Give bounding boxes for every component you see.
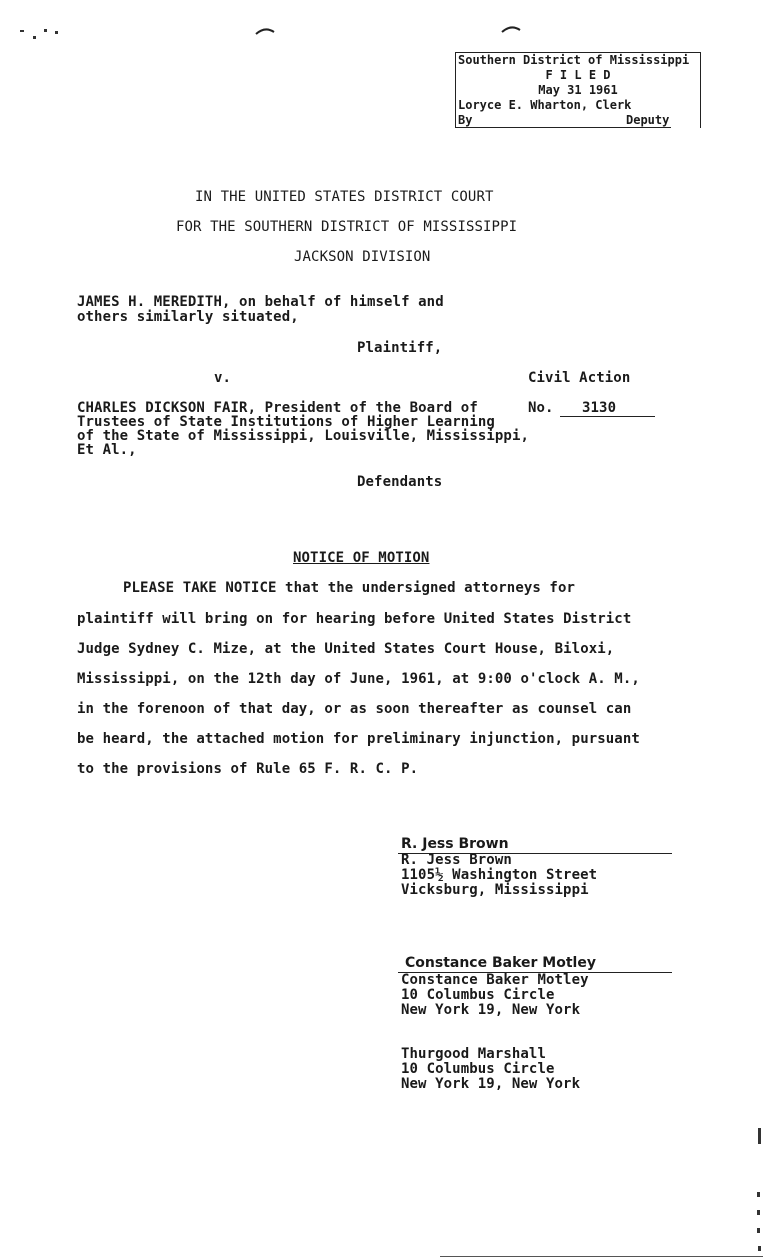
punch-hole-mark xyxy=(254,26,276,36)
notice-line: plaintiff will bring on for hearing before United States District xyxy=(77,611,632,627)
scan-mark xyxy=(757,1210,760,1215)
notice-line: Judge Sydney C. Mize, at the United States Court House, Biloxi, xyxy=(77,641,615,657)
notice-line: Mississippi, on the 12th day of June, 1961, at 9:00 o'clock A. M., xyxy=(77,671,640,687)
scan-mark xyxy=(757,1192,760,1197)
punch-hole-mark xyxy=(500,24,522,34)
notice-line: to the provisions of Rule 65 F. R. C. P. xyxy=(77,761,419,777)
defendant-line4: Et Al., xyxy=(77,442,137,458)
versus: v. xyxy=(214,370,232,386)
attorney-address2: Vicksburg, Mississippi xyxy=(401,882,589,898)
scan-mark xyxy=(758,1128,761,1144)
scan-mark xyxy=(33,36,36,39)
scan-mark xyxy=(758,1246,761,1251)
case-number-underline xyxy=(560,416,655,417)
notice-line: be heard, the attached motion for preliminary injunction, pursuant xyxy=(77,731,640,747)
defendant-line3: of the State of Mississippi, Louisville, Mississippi, xyxy=(77,428,530,444)
defendant-line1: CHARLES DICKSON FAIR, President of the Board of xyxy=(77,400,478,416)
stamp-deputy-label: Deputy xyxy=(626,113,670,127)
filed-stamp xyxy=(455,52,701,128)
stamp-date: May 31 1961 xyxy=(538,83,618,97)
stamp-clerk: Loryce E. Wharton, Clerk xyxy=(458,98,632,112)
scan-mark xyxy=(757,1228,760,1233)
plaintiff-label: Plaintiff, xyxy=(357,340,443,356)
court-heading-line2: FOR THE SOUTHERN DISTRICT OF MISSISSIPPI xyxy=(176,219,518,235)
defendant-line2: Trustees of State Institutions of Higher Learning xyxy=(77,414,495,430)
scan-mark xyxy=(44,29,47,32)
notice-heading: NOTICE OF MOTION xyxy=(293,550,430,566)
case-number: 3130 xyxy=(582,400,617,416)
stamp-by-label: By xyxy=(458,113,473,127)
stamp-district: Southern District of Mississippi xyxy=(458,53,690,67)
attorney-name: R. Jess Brown xyxy=(401,852,512,868)
scan-mark xyxy=(440,1256,763,1257)
plaintiff-line1: JAMES H. MEREDITH, on behalf of himself and xyxy=(77,294,444,310)
attorney-address1: 10 Columbus Circle xyxy=(401,987,555,1003)
attorney-address2: New York 19, New York xyxy=(401,1076,581,1092)
attorney-signature: Constance Baker Motley xyxy=(405,955,596,971)
defendants-label: Defendants xyxy=(357,474,443,490)
scan-mark xyxy=(55,31,58,34)
attorney-signature: R. Jess Brown xyxy=(401,836,509,852)
stamp-filed: F I L E D xyxy=(545,68,611,82)
scan-mark xyxy=(20,30,24,32)
attorney-name: Constance Baker Motley xyxy=(401,972,589,988)
civil-action-label: Civil Action xyxy=(528,370,631,386)
case-number-label: No. xyxy=(528,400,554,416)
notice-line: in the forenoon of that day, or as soon thereafter as counsel can xyxy=(77,701,632,717)
court-heading-line3: JACKSON DIVISION xyxy=(294,249,431,265)
attorney-address1: 10 Columbus Circle xyxy=(401,1061,555,1077)
attorney-address1: 1105½ Washington Street xyxy=(401,867,598,883)
court-heading-line1: IN THE UNITED STATES DISTRICT COURT xyxy=(195,189,494,205)
attorney-name: Thurgood Marshall xyxy=(401,1046,546,1062)
plaintiff-line2: others similarly situated, xyxy=(77,309,299,325)
notice-line: PLEASE TAKE NOTICE that the undersigned attorneys for xyxy=(123,580,576,596)
attorney-address2: New York 19, New York xyxy=(401,1002,581,1018)
